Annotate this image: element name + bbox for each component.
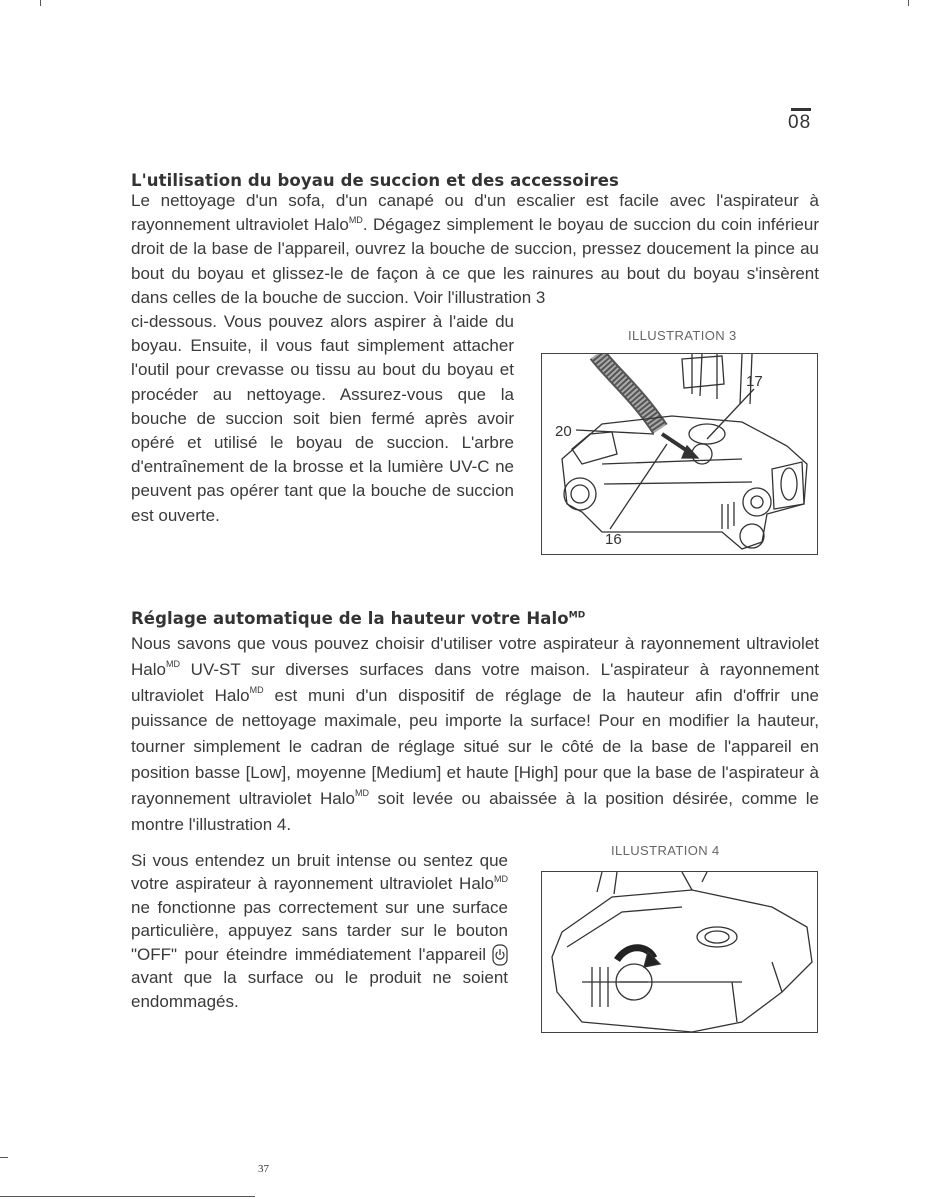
noise-warning-column: Si vous entendez un bruit intense ou sentez que votre aspirateur à rayonnement ultraviolet Halo$^{MD}$ ne fonctionne pas correctement sur une surface particulière, appuyez sans tarder sur le bouton "OFF" pour éteindre immédiatement l'appareil avant que la surface ou le produit ne soient endommagés. (131, 851, 508, 1011)
page-number: 08 (788, 112, 812, 133)
callout-20: 20 (555, 423, 572, 440)
illustration-3-label: ILLUSTRATION 3 (628, 328, 737, 343)
section-heading-hose: L'utilisation du boyau de succion et des accessoires (131, 171, 619, 190)
hose-instructions-column: ci-dessous. Vous pouvez alors aspirer à l'aide du boyau. Ensuite, il vous faut simplement attacher l'outil pour crevasse ou tissu au bout du boyau et procéder au nettoyage. Assurez-vous que la bouche de succion soit bien fermé après avoir opéré et utilisé le boyau de succion. L'arbre d'entraînement de la brosse et la lumière UV-C ne peuvent pas opérer tant que la bouche de succion est ouverte. (131, 312, 514, 525)
callout-17: 17 (746, 373, 763, 390)
vacuum-hose-drawing (542, 354, 817, 554)
illustration-4 (541, 871, 818, 1033)
height-paragraph: Nous savons que vous pouvez choisir d'utiliser votre aspirateur à rayonnement ultraviolet Halo$^{MD}$ UV-ST sur diverses surfaces dans votre maison. L'aspirateur à rayonnement ultraviolet Halo$^{MD}$ est muni d'un dispositif de réglage de la hauteur afin d'offrir une puissance de nettoyage maximale, peu importe la surface! Pour en modifier la hauteur, tourner simplement le cadran de réglage situé sur le côté de la base de l'appareil en position basse [Low], moyenne [Medium] et haute [High] pour que la base de l'aspirateur à rayonnement ultraviolet Halo$^{MD}$ soit levée ou abaissée à la position désirée, comme le montre l'illustration 4. (131, 634, 819, 834)
callout-16: 16 (605, 531, 622, 548)
section-heading-height: Réglage automatique de la hauteur votre Halo$^{MD}$ (131, 609, 586, 628)
illustration-4-label: ILLUSTRATION 4 (611, 843, 720, 858)
crop-mark-bottom-left (0, 1157, 8, 1158)
crop-mark-top-right (908, 0, 909, 6)
crop-mark-top-left (40, 0, 41, 6)
intro-paragraph: Le nettoyage d'un sofa, d'un canapé ou d'un escalier est facile avec l'aspirateur à rayonnement ultraviolet Halo$^{MD}$. Dégagez simplement le boyau de succion du coin inférieur droit de la base de l'appareil, ouvrez la bouche de succion, pressez doucement la pince au bout du boyau et glissez-le de façon à ce que les rainures au bout du boyau s'insèrent dans celles de la bouche de succion. Voir l'illustration 3 (131, 191, 819, 307)
crop-mark-bottom-line (0, 1196, 255, 1197)
power-button-icon (492, 944, 508, 966)
illustration-3 (541, 353, 818, 555)
height-dial-drawing (542, 872, 817, 1032)
footer-page-number: 37 (258, 1163, 269, 1175)
